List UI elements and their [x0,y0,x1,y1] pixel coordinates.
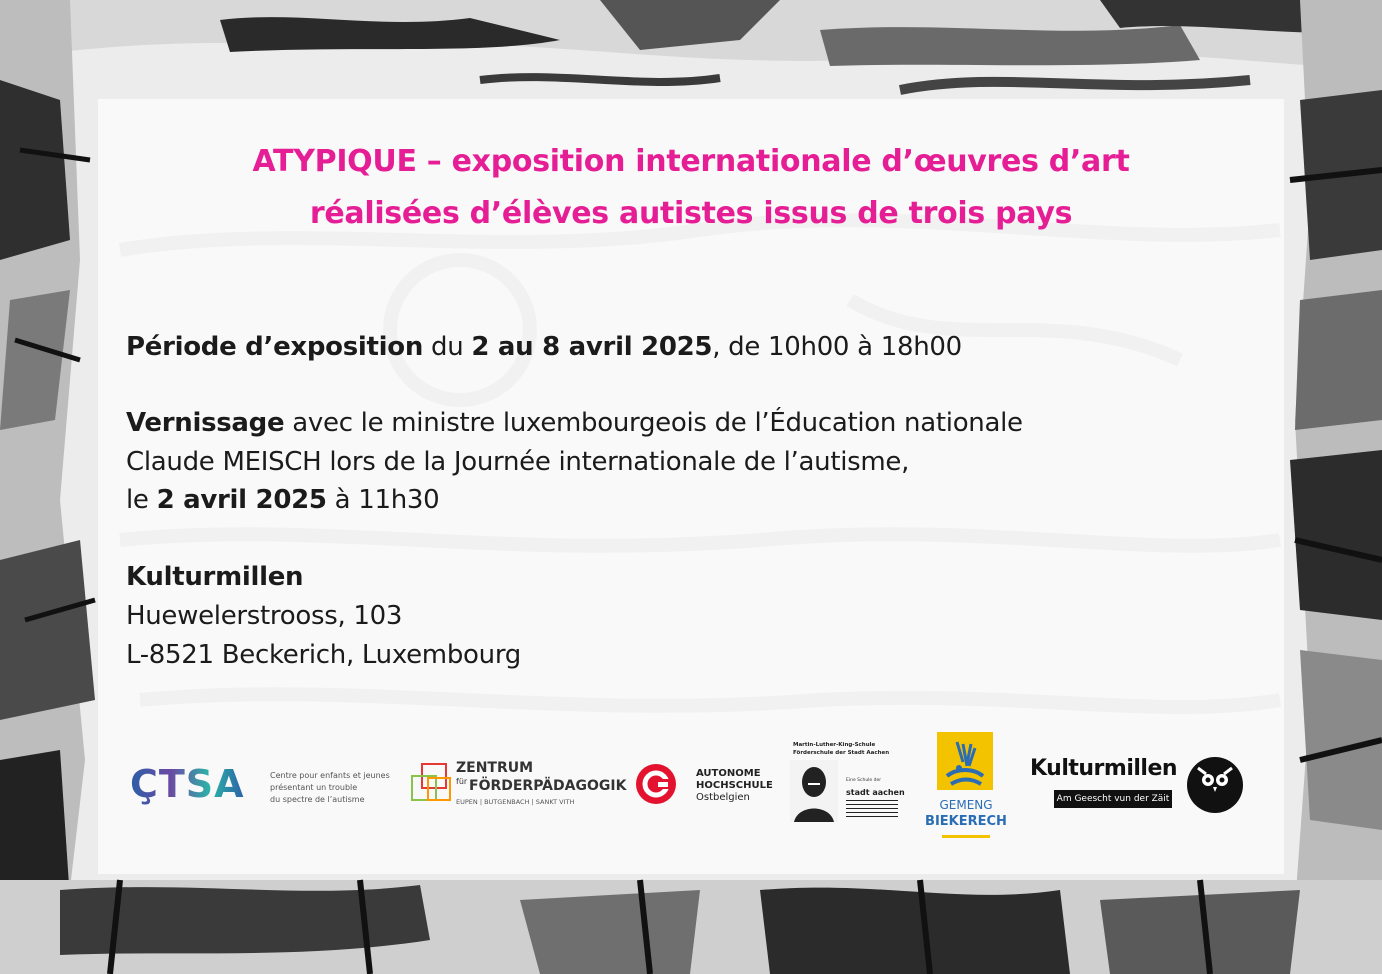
hochschule-line-2: HOCHSCHULE [696,780,773,791]
period-dates: 2 au 8 avril 2025 [471,332,713,362]
kulturmillen-owl-icon [1186,756,1244,814]
zentrum-line-2: FÖRDERPÄDAGOGIK [469,778,627,794]
venue-name: Kulturmillen [126,562,304,592]
zentrum-line-3: EUPEN | BUTGENBACH | SANKT VITH [456,798,575,806]
vernissage-line1-rest: avec le ministre luxembourgeois de l’Éducation nationale [284,408,1023,438]
ctsa-description [270,770,390,806]
mlk-stripes [846,800,898,820]
zentrum-line-1: ZENTRUM [456,760,534,776]
mlk-city: stadt aachen [846,788,905,797]
gemeng-line-2: BIEKERECH [925,814,1007,829]
kulturmillen-tagline: Am Geescht vun der Zäit [1054,790,1172,808]
kulturmillen-wordmark: Kulturmillen [1030,756,1178,781]
mlk-school-logo [790,742,905,824]
period-line [126,328,962,367]
title-line-2: réalisées d’élèves autistes issus de trois pays [309,196,1073,231]
ctsa-logo [130,762,245,806]
vernissage-date: 2 avril 2025 [156,485,327,515]
ctsa-desc-2: présentant un trouble [270,783,358,792]
hochschule-line-1: AUTONOME [696,768,761,779]
mlk-line-1: Martin-Luther-King-Schule [793,742,876,748]
kulturmillen-logo [1028,756,1248,818]
vernissage-line-3 [126,481,439,520]
mlk-small: Eine Schule der [846,778,882,783]
mlk-line-2: Förderschule der Stadt Aachen [793,750,890,756]
ctsa-desc-3: du spectre de l’autisme [270,795,365,804]
venue-city: L-8521 Beckerich, Luxembourg [126,640,521,670]
hochschule-logo [634,760,784,810]
ctsa-desc-1: Centre pour enfants et jeunes [270,771,390,780]
gemeng-underline [942,835,990,838]
title-line-1: ATYPIQUE – exposition internationale d’œuvres d’art [252,144,1130,179]
period-hours: , de 10h00 à 18h00 [712,332,962,362]
zentrum-squares-icon [410,762,456,806]
vernissage-line-2: Claude MEISCH lors de la Journée internationale de l’autisme, [126,447,910,477]
gemeng-line-1: GEMENG [939,798,993,812]
vernissage-line3-post: à 11h30 [326,485,440,515]
hochschule-line-3: Ostbelgien [696,792,750,803]
period-du: du [423,332,472,362]
gemeng-crest-icon [937,732,993,790]
gemeng-logo [916,732,1016,840]
vernissage-line-1 [126,404,1023,443]
zentrum-logo [410,760,627,812]
ctsa-wordmark: ÇTSA [130,762,245,806]
hochschule-emblem-icon [634,762,680,806]
zentrum-fur: für [456,777,468,786]
venue-street: Huewelerstrooss, 103 [126,601,403,631]
vernissage-line3-pre: le [126,485,157,515]
mlk-portrait-icon [790,760,838,822]
title [98,136,1284,240]
period-label: Période d’exposition [126,332,424,362]
vernissage-label: Vernissage [126,408,285,438]
